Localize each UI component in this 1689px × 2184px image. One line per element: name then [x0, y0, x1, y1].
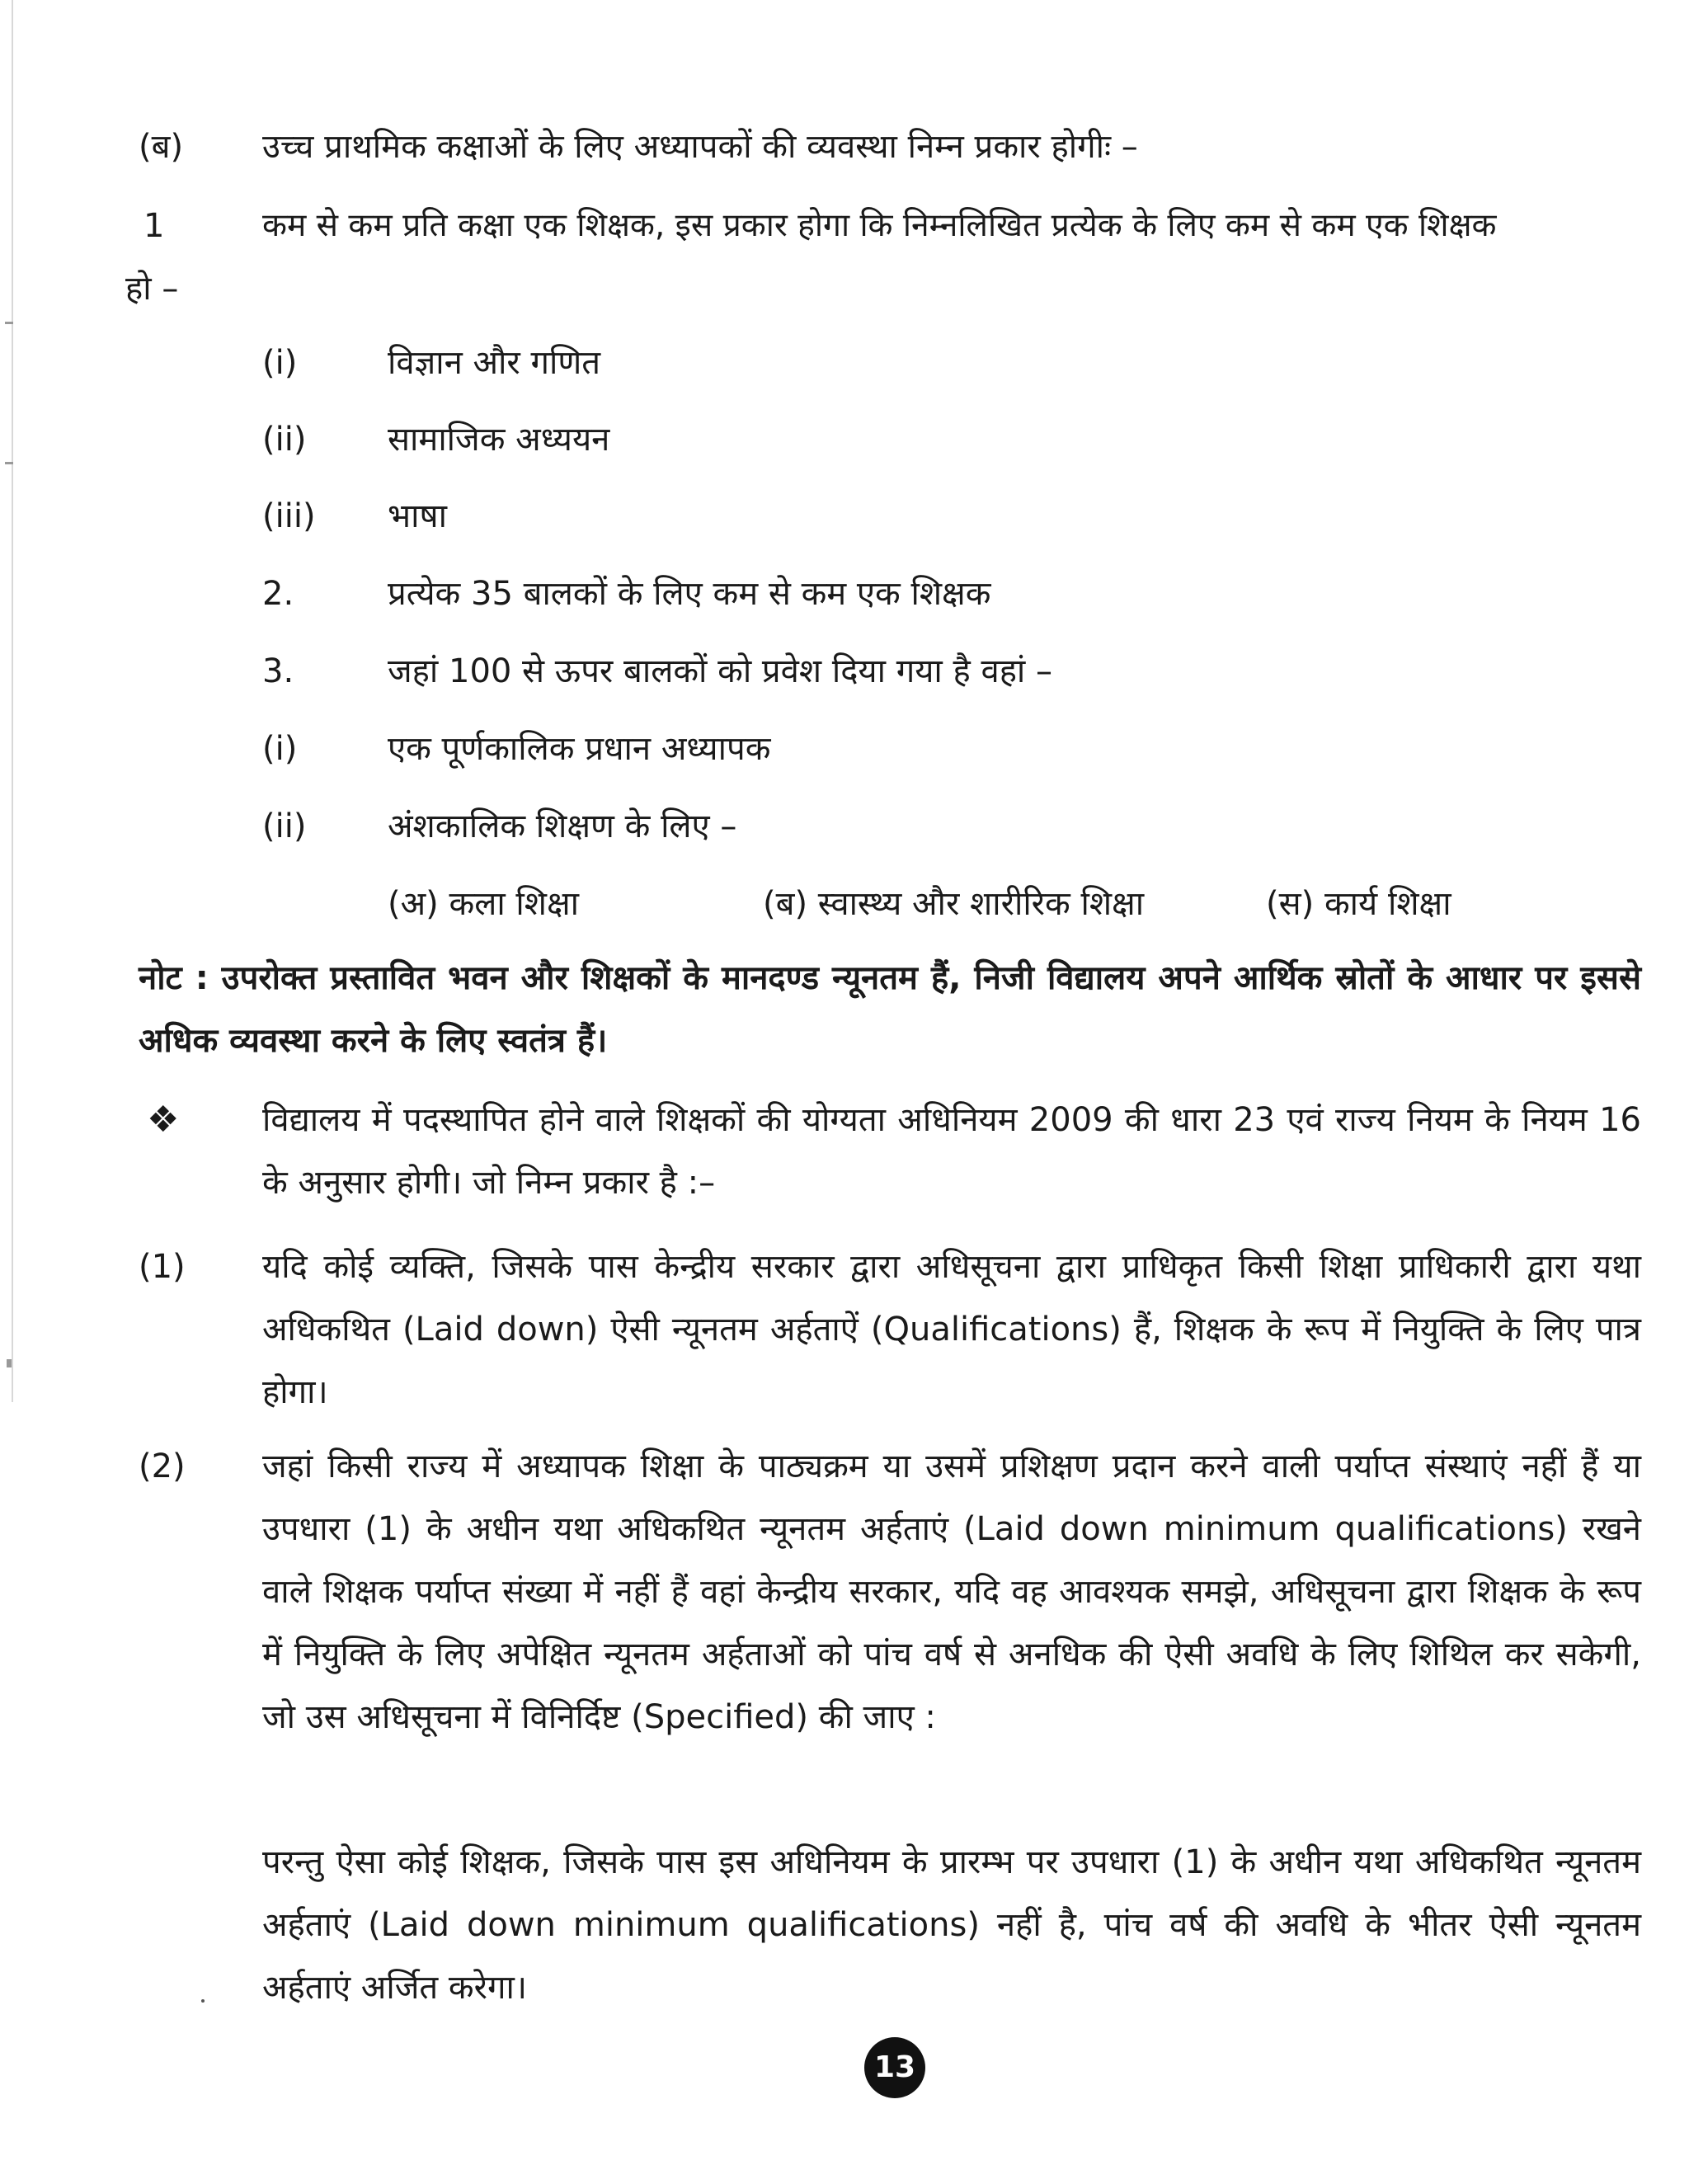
item-3-sub-marker: (i) — [262, 730, 298, 768]
clause-1-marker: (1) — [139, 1248, 186, 1286]
item-3-text: जहां 100 से ऊपर बालकों को प्रवेश दिया गया है वहां – — [388, 652, 1053, 690]
subject-marker: (ii) — [262, 421, 307, 459]
scan-dot — [201, 1999, 205, 2003]
subject-science-math: विज्ञान और गणित — [388, 344, 601, 382]
section-b-marker: (ब) — [139, 128, 184, 166]
subject-marker: (iii) — [262, 497, 316, 535]
note-paragraph: नोट : उपरोक्त प्रस्तावित भवन और शिक्षकों के मानदण्ड न्यूनतम हैं, निजी विद्यालय अपने आर्थिक स्रोतों के आधार पर इससे अधिक व्यवस्था करने के लिए स्वतंत्र हैं। — [139, 959, 1641, 1060]
item-1-marker: 1 — [143, 207, 165, 245]
item-3-parttime: अंशकालिक शिक्षण के लिए – — [388, 807, 737, 845]
item-2-text: प्रत्येक 35 बालकों के लिए कम से कम एक शिक्षक — [388, 575, 991, 613]
subject-social-studies: सामाजिक अध्ययन — [388, 421, 610, 459]
scan-mark — [7, 1359, 12, 1367]
item-3-sub-marker: (ii) — [262, 807, 307, 845]
scan-edge-line — [12, 0, 13, 1402]
subject-marker: (i) — [262, 344, 298, 382]
page-number-badge: 13 — [864, 2037, 925, 2098]
scan-mark — [5, 322, 13, 324]
scan-mark — [5, 462, 13, 464]
bullet-paragraph: विद्यालय में पदस्थापित होने वाले शिक्षकों की योग्यता अधिनियम 2009 की धारा 23 एवं राज्य नियम के नियम 16 के अनुसार होगी। जो निम्न प्रकार है :– — [262, 1101, 1641, 1202]
clause-1-text: यदि कोई व्यक्ति, जिसके पास केन्द्रीय सरकार द्वारा अधिसूचना द्वारा प्राधिकृत किसी शिक्षा प्राधिकारी द्वारा यथा अधिकथित (Laid down) ऐसी न्यूनतम अर्हताऐं (Qualifications) हैं, शिक्षक के रूप में नियुक्ति के लिए पात्र होगा। — [262, 1248, 1641, 1411]
clause-2-proviso: परन्तु ऐसा कोई शिक्षक, जिसके पास इस अधिनियम के प्रारम्भ पर उपधारा (1) के अधीन यथा अधिकथित न्यूनतम अर्हताएं (Laid down minimum qualifications) नहीं है, पांच वर्ष की अवधि के भीतर ऐसी न्यूनतम अर्हताएं अर्जित करेगा। — [262, 1843, 1641, 2007]
subject-language: भाषा — [388, 497, 447, 535]
clause-2-marker: (2) — [139, 1447, 186, 1485]
parttime-work: (स) कार्य शिक्षा — [1266, 885, 1451, 923]
parttime-art: (अ) कला शिक्षा — [388, 885, 580, 923]
item-2-marker: 2. — [262, 575, 294, 613]
parttime-health: (ब) स्वास्थ्य और शारीरिक शिक्षा — [763, 885, 1145, 923]
four-diamond-bullet-icon: ❖ — [147, 1099, 180, 1141]
item-3-headmaster: एक पूर्णकालिक प्रधान अध्यापक — [388, 730, 771, 768]
item-1-continuation: हो – — [125, 270, 179, 308]
item-3-marker: 3. — [262, 652, 294, 690]
item-1-text: कम से कम प्रति कक्षा एक शिक्षक, इस प्रकार होगा कि निम्नलिखित प्रत्येक के लिए कम से कम एक शिक्षक — [262, 207, 1497, 244]
section-b-heading: उच्च प्राथमिक कक्षाओं के लिए अध्यापकों की व्यवस्था निम्न प्रकार होगीः – — [262, 128, 1138, 166]
clause-2-text: जहां किसी राज्य में अध्यापक शिक्षा के पाठ्यक्रम या उसमें प्रशिक्षण प्रदान करने वाली पर्याप्त संस्थाएं नहीं हैं या उपधारा (1) के अधीन यथा अधिकथित न्यूनतम अर्हताएं (Laid down minimum qualifications) रखने वाले शिक्षक पर्याप्त संख्या में नहीं हैं वहां केन्द्रीय सरकार, यदि वह आवश्यक समझे, अधिसूचना द्वारा शिक्षक के रूप में नियुक्ति के लिए अपेक्षित न्यूनतम अर्हताओं को पांच वर्ष से अनधिक की ऐसी अवधि के लिए शिथिल कर सकेगी, जो उस अधिसूचना में विनिर्दिष्ट (Specified) की जाए : — [262, 1447, 1641, 1736]
